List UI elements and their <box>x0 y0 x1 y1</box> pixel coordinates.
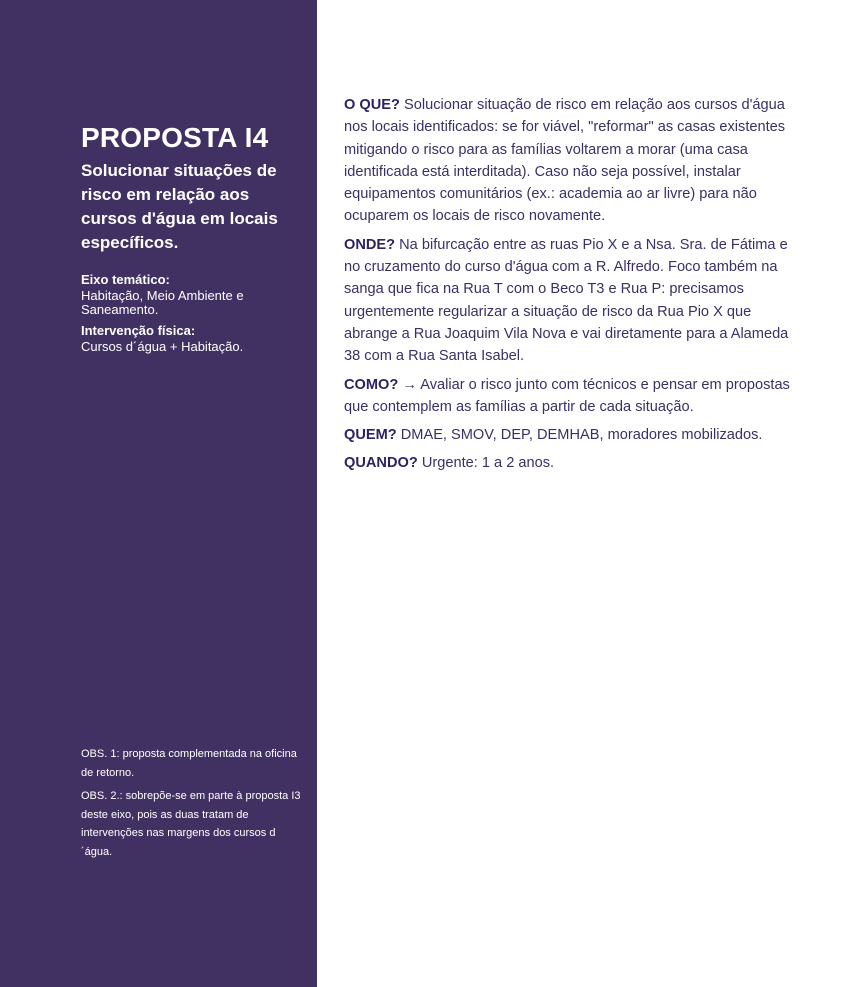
sidebar-panel <box>0 0 317 987</box>
proposal-subtitle: Solucionar situações de risco em relação aos cursos d'água em locais específicos. <box>81 161 278 252</box>
onde-text: Na bifurcação entre as ruas Pio X e a Nsa. Sra. de Fátima e no cruzamento do curso d'água com a R. Alfredo. Foco também na sanga que fica na Rua T com o Beco T3 e Rua P: precisamos urgentemente regularizar a situação de risco da Rua Pio X que abrange a Rua Joaquim Vila Nova e vai diretamente para a Alameda 38 com a Rua Santa Isabel. <box>344 236 789 365</box>
quando-text: Urgente: 1 a 2 anos. <box>421 455 555 472</box>
intervencao-label: Intervenção física: <box>81 323 196 338</box>
onde-paragraph <box>344 234 799 368</box>
quando-label: QUANDO? <box>344 455 418 472</box>
proposal-details <box>344 94 799 481</box>
o-que-label: O QUE? <box>344 97 400 113</box>
obs-note-1: OBS. 1: proposta complementada na oficina de retorno. <box>81 748 297 779</box>
o-que-paragraph <box>344 94 799 228</box>
obs-note-2: OBS. 2.: sobrepõe-se em parte à proposta I3 deste eixo, pois as duas tratam de intervenções nas margens dos cursos d´água. <box>81 790 301 858</box>
proposal-title: PROPOSTA I4 <box>81 122 269 153</box>
onde-label: ONDE? <box>344 236 396 253</box>
quando-paragraph <box>344 452 799 474</box>
quem-paragraph <box>344 424 799 446</box>
quem-label: QUEM? <box>344 427 397 444</box>
como-paragraph <box>344 374 799 419</box>
eixo-value: Habitação, Meio Ambiente e Saneamento. <box>81 288 244 317</box>
o-que-text: Solucionar situação de risco em relação aos cursos d'água nos locais identificados: se for viável, "reformar" as casas existentes mitigando o risco para as famílias voltarem a morar (uma casa identificada está interditada). Caso não seja possível, instalar equipamentos comunitários (ex.: academia ao ar livre) para não ocuparem os locais de risco novamente. <box>344 97 786 225</box>
observation-notes <box>81 745 303 866</box>
proposal-metadata <box>81 269 306 359</box>
intervencao-value: Cursos d´água + Habitação. <box>81 339 244 354</box>
como-text: → Avaliar o risco junto com técnicos e pensar em propostas que contemplem as famílias a partir de cada situação. <box>344 376 790 415</box>
eixo-label: Eixo temático: <box>81 272 170 287</box>
quem-text: DMAE, SMOV, DEP, DEMHAB, moradores mobilizados. <box>400 427 763 444</box>
como-label: COMO? <box>344 376 399 393</box>
